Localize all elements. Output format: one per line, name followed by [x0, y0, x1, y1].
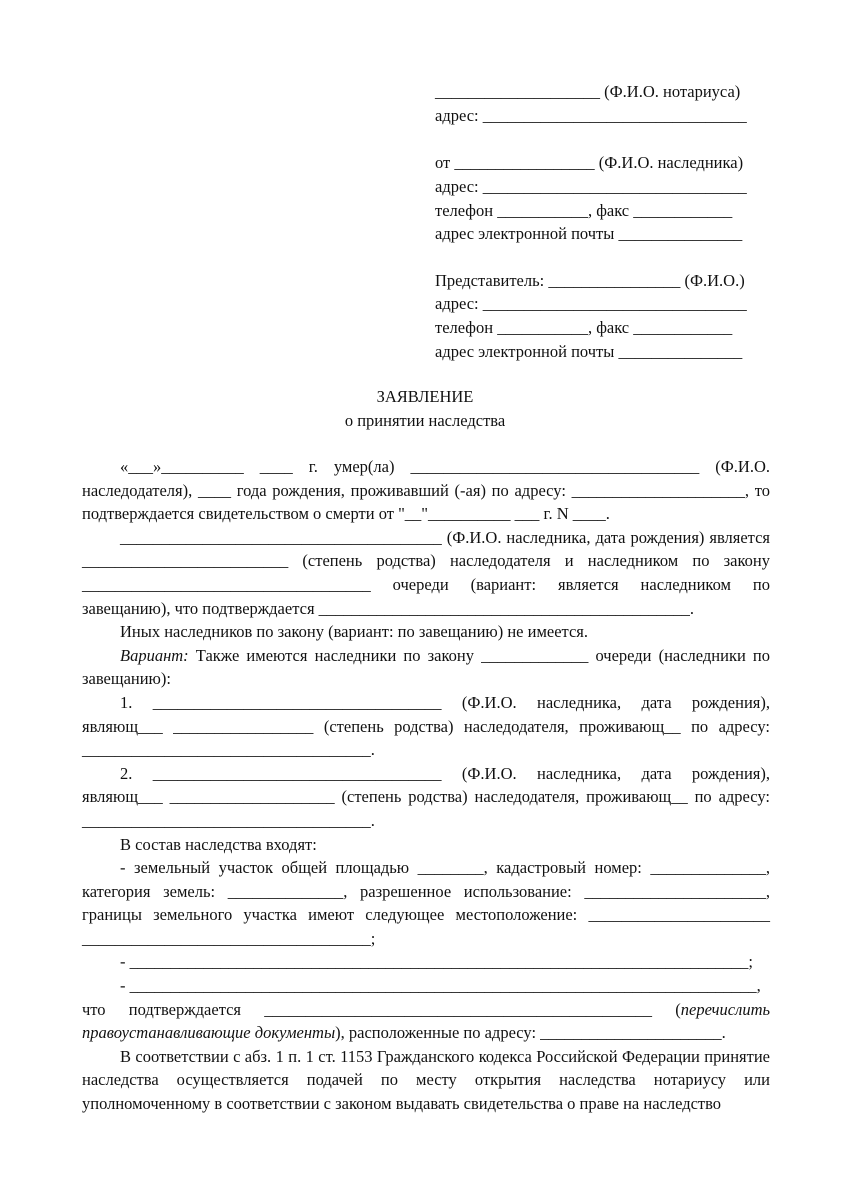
- document-title: ЗАЯВЛЕНИЕ: [376, 387, 474, 406]
- heir-email-line: адрес электронной почты _______________: [435, 224, 743, 243]
- paragraph-heir: _______________________________________ (Ф.И.О. наследника, дата рождения) является _________________________ (степень родства) наследодателя и наследником по закону ___________________________________ очереди (вариант: является наследником по завещанию), что подтверждается _____________________________________________.: [82, 527, 770, 618]
- heir-name-line: от _________________ (Ф.И.О. наследника): [435, 153, 744, 172]
- paragraph-estate-item-2: - ___________________________________________________________________________;: [120, 952, 753, 972]
- variant-text: Также имеются наследники по закону _____________ очереди (наследники по завещанию):: [82, 645, 770, 689]
- paragraph-civil-code: В соответствии с абз. 1 п. 1 ст. 1153 Гражданского кодекса Российской Федерации принятие наследства осуществляется подачей по месту открытия наследства нотариусу или уполномоченному в соответствии с законом выдавать свидетельства о праве на наследство: [82, 1046, 770, 1114]
- confirmation-italic: перечислить правоустанавливающие документы: [82, 999, 770, 1043]
- variant-label: Вариант:: [120, 645, 189, 665]
- paragraph-land-plot: - земельный участок общей площадью ________, кадастровый номер: ______________, категория земель: ______________, разрешенное использование: ______________________, границы земельного участка имеют следующее местоположение: ______________________ ___________________________________;: [82, 858, 770, 948]
- heir-address-line: адрес: ________________________________: [435, 177, 747, 196]
- representative-phone-fax-line: телефон ___________, факс ____________: [435, 318, 733, 337]
- paragraph-no-other-heirs: Иных наследников по закону (вариант: по завещанию) не имеется.: [120, 622, 588, 642]
- confirmation-text-b: ), расположенные по адресу: ______________________.: [335, 1023, 726, 1043]
- representative-name-line: Представитель: ________________ (Ф.И.О.): [435, 271, 745, 290]
- paragraph-confirmation: [82, 998, 770, 1045]
- notary-name-line: ____________________ (Ф.И.О. нотариуса): [435, 82, 741, 101]
- representative-email-line: адрес электронной почты _______________: [435, 342, 743, 361]
- document-body: [82, 455, 770, 1116]
- notary-address-line: адрес: ________________________________: [435, 106, 747, 125]
- paragraph-estate-item-3: - ____________________________________________________________________________,: [120, 976, 761, 996]
- paragraph-heir-2: 2. ___________________________________ (Ф.И.О. наследника, дата рождения), являющ___ ____________________ (степень родства) наследодателя, проживающ__ по адресу: ___________________________________.: [82, 763, 770, 830]
- paragraph-decedent: «___»__________ ____ г. умер(ла) ___________________________________ (Ф.И.О. наследодателя), ____ года рождения, проживавший (-ая) по адресу: _____________________, то подтверждается свидетельством о смерти от "__"__________ ___ г. N ____.: [82, 457, 770, 524]
- paragraph-heir-1: 1. ___________________________________ (Ф.И.О. наследника, дата рождения), являющ___ _________________ (степень родства) наследодателя, проживающ__ по адресу: ___________________________________.: [82, 692, 770, 760]
- confirmation-text-a: что подтверждается _______________________________________________ (: [82, 999, 681, 1019]
- paragraph-estate-intro: В состав наследства входят:: [120, 834, 317, 854]
- representative-address-line: адрес: ________________________________: [435, 294, 747, 313]
- document-subtitle: о принятии наследства: [344, 411, 506, 430]
- heir-phone-fax-line: телефон ___________, факс ____________: [435, 201, 733, 220]
- paragraph-variant: [82, 644, 770, 691]
